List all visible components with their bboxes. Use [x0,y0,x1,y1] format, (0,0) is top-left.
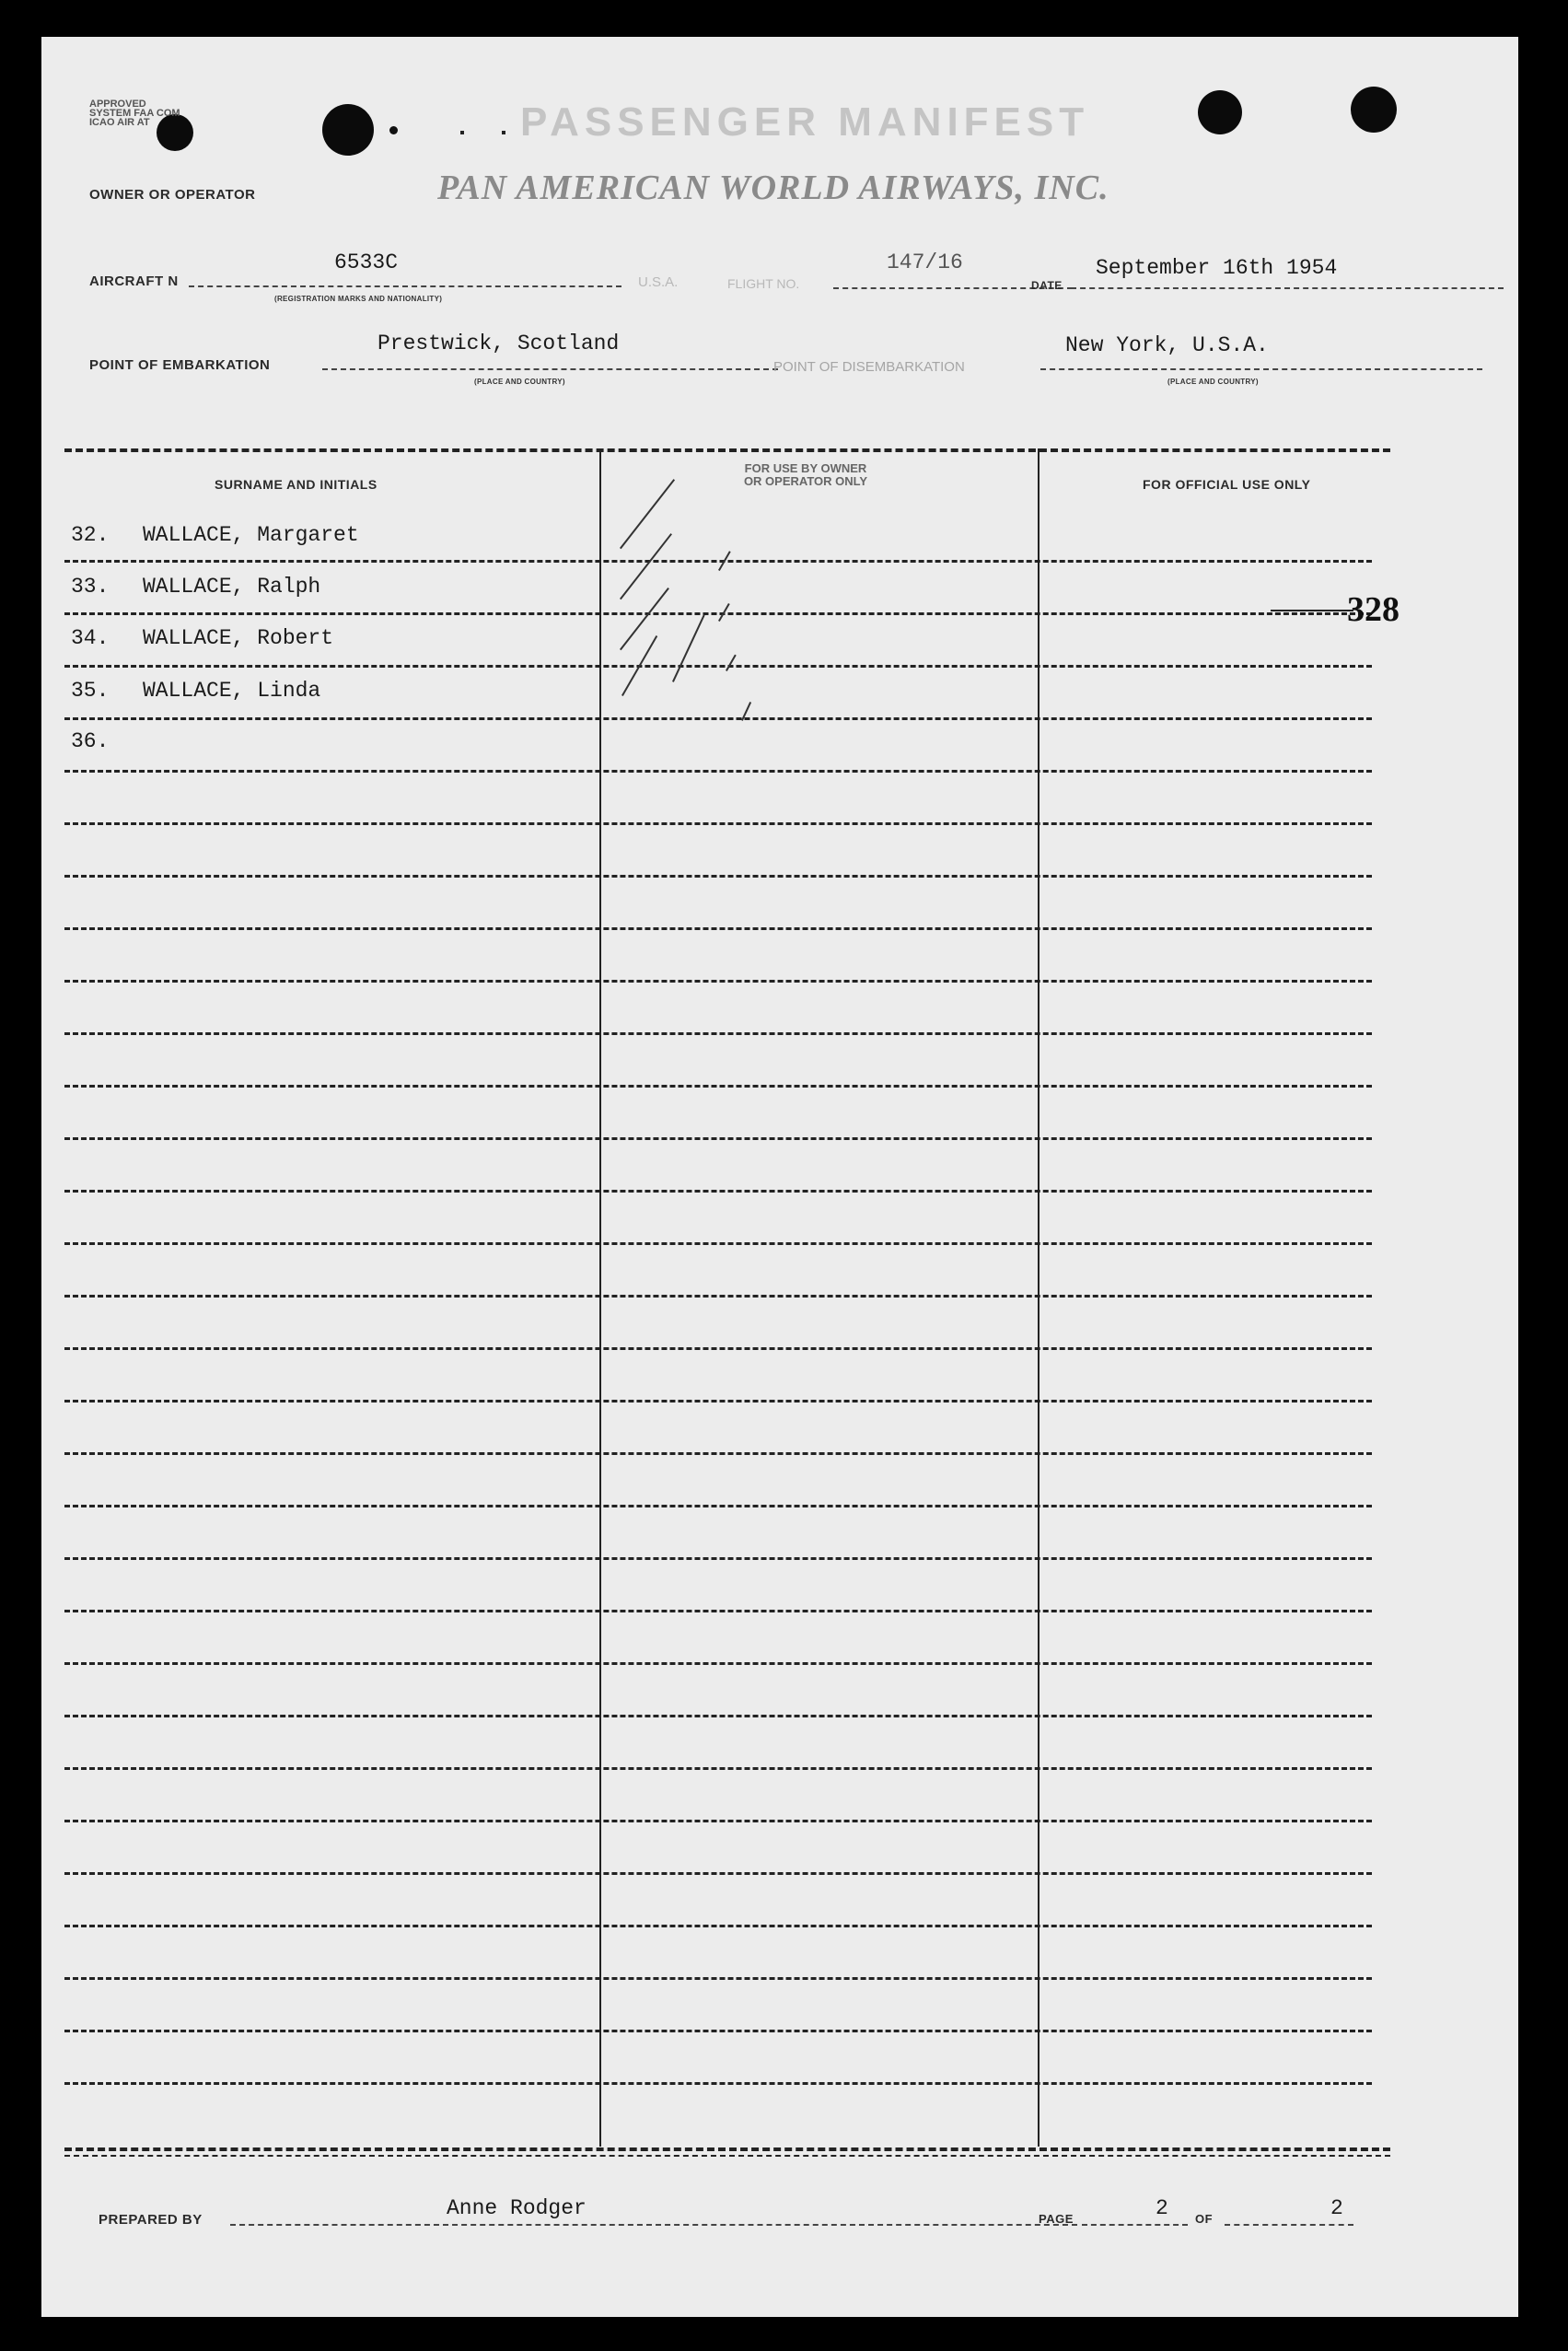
flight-value: 147/16 [887,250,963,274]
date-value: September 16th 1954 [1096,256,1338,280]
row-rule [64,1925,1372,1927]
row-rule [64,822,1372,825]
punch-hole-right-1 [1198,90,1242,134]
official-strike [1271,610,1353,611]
row-rule [64,1820,1372,1822]
aircraft-value: 6533C [334,250,399,274]
row-rule [64,1505,1372,1507]
row-number: 34. [71,626,110,650]
passenger-name: WALLACE, Margaret [143,523,359,547]
check-mark [726,655,737,671]
form-title: PASSENGER MANIFEST [520,99,1090,145]
page-value: 2 [1156,2196,1168,2220]
row-rule [64,612,1372,615]
embarkation-underline [322,368,778,370]
col-owner-header-line: FOR USE BY OWNER [744,461,867,475]
passenger-name: WALLACE, Ralph [143,575,321,599]
embarkation-value: Prestwick, Scotland [377,332,620,355]
column-divider-2 [1038,448,1040,2147]
passenger-name: WALLACE, Robert [143,626,334,650]
approval-block [89,99,180,127]
row-rule [64,1242,1372,1245]
manifest-sheet [41,37,1518,2317]
row-rule [64,1137,1372,1140]
col-surname-header: SURNAME AND INITIALS [215,477,377,492]
row-number: 33. [71,575,110,599]
row-rule [64,560,1372,563]
col-owner-header-line: OR OPERATOR ONLY [743,474,868,488]
table-bottom-rule [64,2147,1390,2151]
row-rule [64,1715,1372,1717]
prepared-value: Anne Rodger [447,2196,587,2220]
row-rule [64,1032,1372,1035]
page-underline [1082,2224,1188,2226]
owner-value: PAN AMERICAN WORLD AIRWAYS, INC. [437,169,1109,207]
row-number: 35. [71,679,110,703]
check-mark [672,614,705,681]
disembarkation-underline [1040,368,1482,370]
row-rule [64,770,1372,773]
table-top-rule [64,448,1390,452]
row-rule [64,1977,1372,1980]
owner-label: OWNER OR OPERATOR [89,187,256,203]
passenger-name: WALLACE, Linda [143,679,321,703]
row-rule [64,1295,1372,1298]
punch-hole-left [322,104,374,156]
table-bottom-rule-2 [64,2155,1390,2157]
row-rule [64,1190,1372,1193]
registration-caption: (REGISTRATION MARKS AND NATIONALITY) [274,295,443,303]
dot-mark [502,131,505,134]
row-rule [64,2030,1372,2032]
row-rule [64,1557,1372,1560]
check-mark [620,533,672,599]
approval-line: APPROVED [89,99,146,110]
embarkation-caption: (PLACE AND COUNTRY) [474,378,565,386]
row-number: 32. [71,523,110,547]
of-underline [1225,2224,1353,2226]
page-label: PAGE [1039,2212,1074,2226]
dot-mark [460,131,464,134]
row-rule [64,2082,1372,2085]
of-value: 2 [1330,2196,1343,2220]
disembarkation-value: New York, U.S.A. [1065,333,1269,357]
row-rule [64,1767,1372,1770]
dot-mark [389,126,398,134]
flight-label: FLIGHT NO. [727,276,800,291]
row-rule [64,1347,1372,1350]
row-rule [64,980,1372,983]
aircraft-underline [189,285,621,287]
row-rule [64,875,1372,878]
check-mark [620,588,669,650]
of-label: OF [1195,2212,1214,2226]
prepared-underline [230,2224,1077,2226]
row-rule [64,1400,1372,1402]
embarkation-label: POINT OF EMBARKATION [89,357,271,373]
row-rule [64,1085,1372,1088]
official-note: 328 [1347,590,1400,629]
row-rule [64,1610,1372,1612]
col-owner-header [709,462,902,488]
aircraft-label: AIRCRAFT N [89,274,179,289]
punch-hole-right-2 [1351,87,1397,133]
row-number: 36. [71,729,110,753]
date-label: DATE [1031,279,1063,292]
approval-line: ICAO AIR AT [89,117,150,128]
approval-line: SYSTEM FAA COM [89,108,180,119]
disembarkation-caption: (PLACE AND COUNTRY) [1167,378,1259,386]
row-rule [64,1662,1372,1665]
row-rule [64,665,1372,668]
date-underline [1071,287,1504,289]
row-rule [64,1872,1372,1875]
disembarkation-label: POINT OF DISEMBARKATION [773,359,965,375]
column-divider-1 [599,448,601,2147]
col-official-header: FOR OFFICIAL USE ONLY [1143,477,1311,492]
prepared-label: PREPARED BY [99,2212,203,2228]
row-rule [64,927,1372,930]
row-rule [64,717,1372,720]
usa-label: U.S.A. [638,274,679,290]
row-rule [64,1452,1372,1455]
